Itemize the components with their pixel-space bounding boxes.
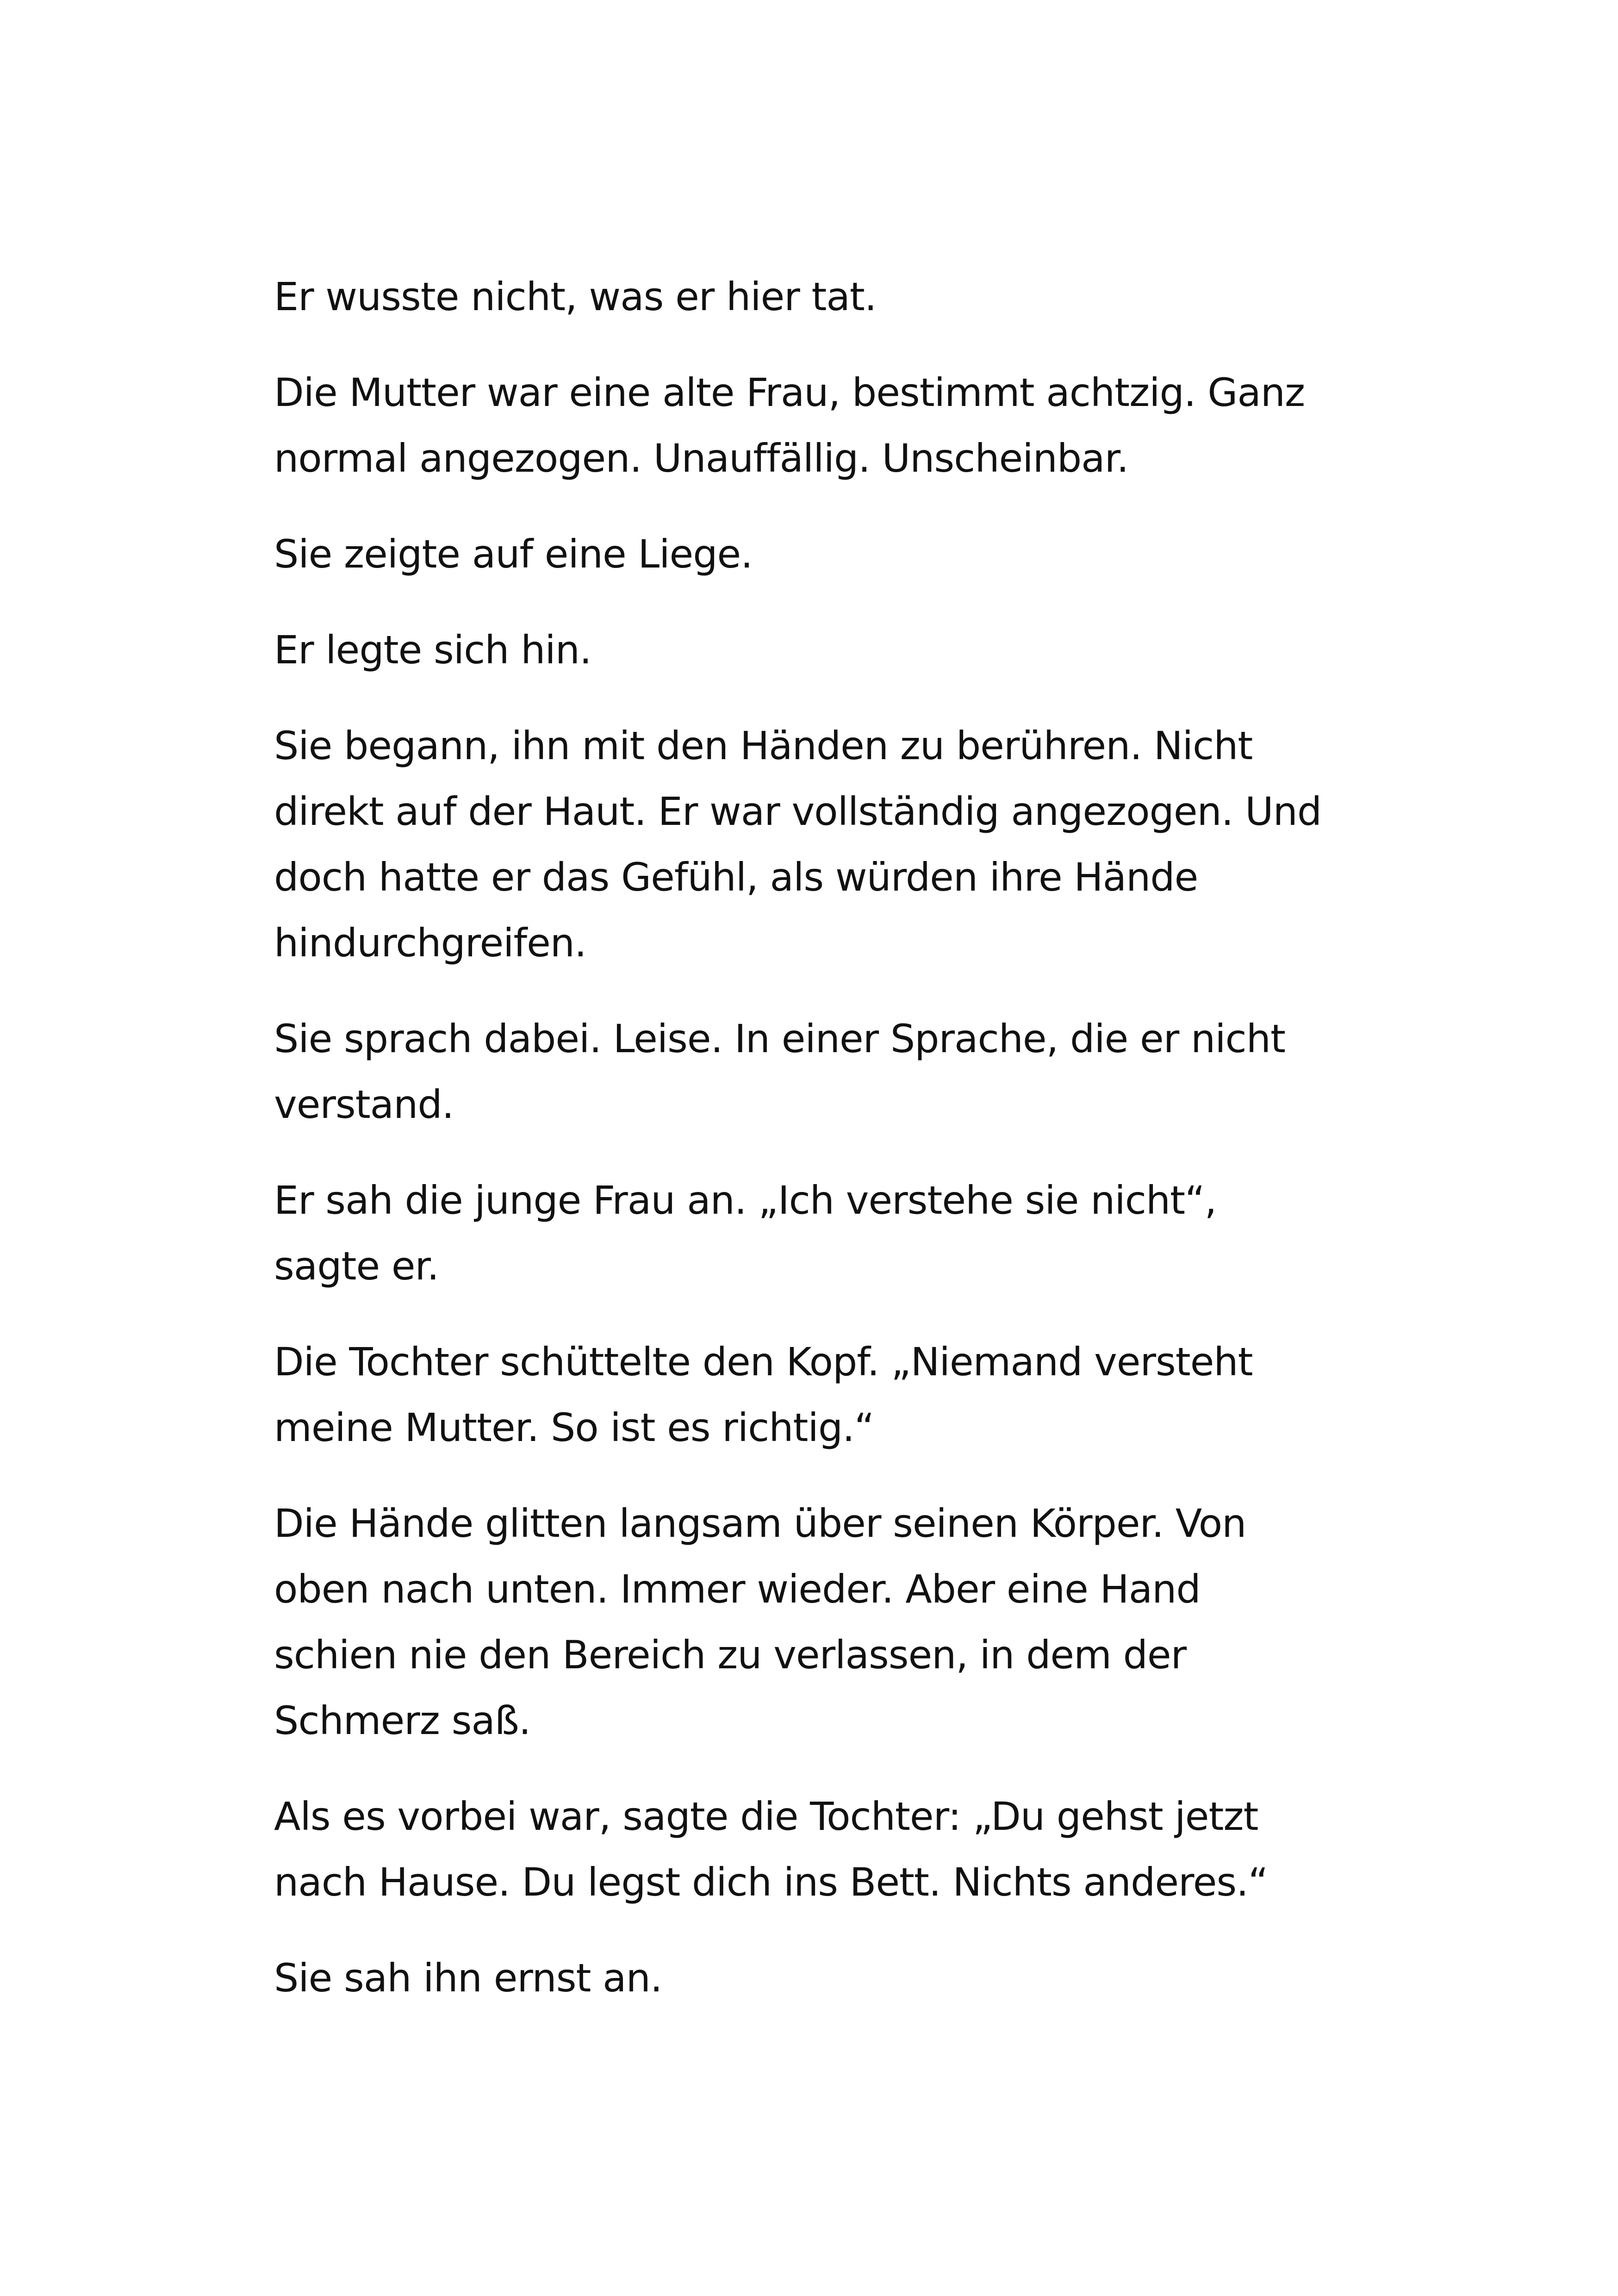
text-line: Die Tochter schüttelte den Kopf. „Niemand versteht <box>274 1339 1253 1385</box>
text-line: doch hatte er das Gefühl, als würden ihre Hände <box>274 855 1198 900</box>
paragraph-2 <box>274 360 1385 491</box>
text-body <box>274 264 1385 2041</box>
text-line: normal angezogen. Unauffällig. Unscheinbar. <box>274 436 1129 481</box>
paragraph-1 <box>274 264 1385 330</box>
text-line: Er sah die junge Frau an. „Ich verstehe sie nicht“, <box>274 1178 1217 1223</box>
text-line: Sie begann, ihn mit den Händen zu berühren. Nicht <box>274 723 1253 768</box>
paragraph-7 <box>274 1167 1385 1299</box>
text-line: Sie zeigte auf eine Liege. <box>274 531 753 577</box>
text-line: Sie sah ihn ernst an. <box>274 1955 662 2001</box>
text-line: nach Hause. Du legst dich ins Bett. Nichts anderes.“ <box>274 1859 1268 1905</box>
paragraph-4 <box>274 617 1385 683</box>
paragraph-8 <box>274 1329 1385 1460</box>
text-line: Sie sprach dabei. Leise. In einer Sprache, die er nicht <box>274 1016 1285 1061</box>
paragraph-5 <box>274 713 1385 976</box>
text-line: meine Mutter. So ist es richtig.“ <box>274 1405 874 1450</box>
paragraph-10 <box>274 1784 1385 1915</box>
text-line: sagte er. <box>274 1243 439 1289</box>
text-line: verstand. <box>274 1082 454 1127</box>
text-line: Er legte sich hin. <box>274 627 591 673</box>
text-line: Die Hände glitten langsam über seinen Körper. Von <box>274 1501 1246 1546</box>
text-line: oben nach unten. Immer wieder. Aber eine Hand <box>274 1566 1201 1612</box>
paragraph-6 <box>274 1006 1385 1137</box>
paragraph-3 <box>274 521 1385 587</box>
text-line: Die Mutter war eine alte Frau, bestimmt achtzig. Ganz <box>274 370 1305 415</box>
text-line: Er wusste nicht, was er hier tat. <box>274 274 877 319</box>
text-line: Schmerz saß. <box>274 1698 531 1743</box>
text-line: direkt auf der Haut. Er war vollständig angezogen. Und <box>274 789 1322 834</box>
paragraph-9 <box>274 1491 1385 1753</box>
text-line: Als es vorbei war, sagte die Tochter: „Du gehst jetzt <box>274 1794 1258 1839</box>
text-line: schien nie den Bereich zu verlassen, in dem der <box>274 1632 1187 1678</box>
paragraph-11 <box>274 1945 1385 2011</box>
text-line: hindurchgreifen. <box>274 920 586 966</box>
